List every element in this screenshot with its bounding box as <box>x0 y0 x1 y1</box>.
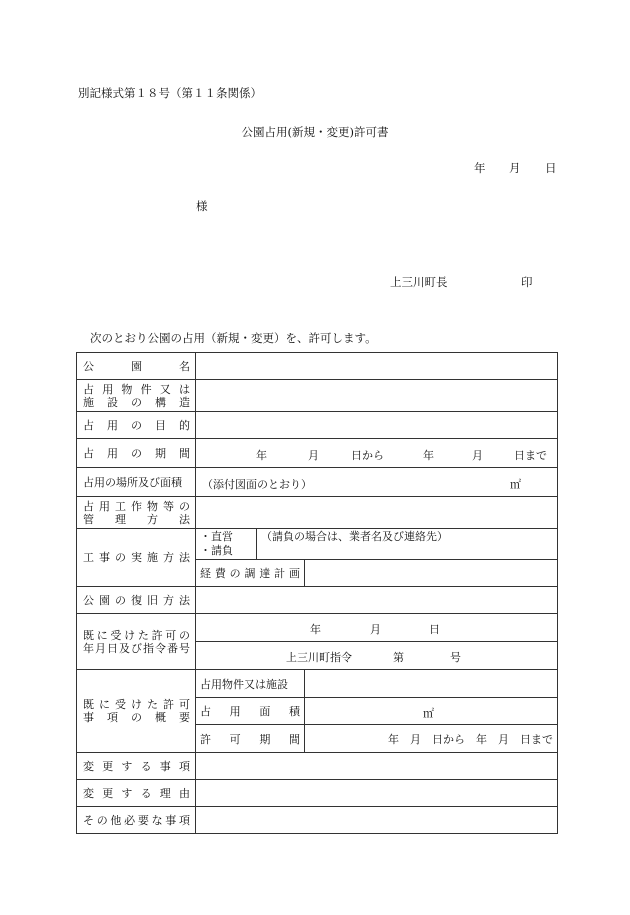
object-label-line2: 施設の構造 <box>83 395 190 409</box>
period-year2: 年 <box>423 449 434 462</box>
permit-form-table <box>76 352 558 834</box>
row-management <box>77 497 558 529</box>
period-label: 占用の期間 <box>77 439 196 468</box>
summary-area-field[interactable] <box>305 698 558 725</box>
summary-period-text: 年 月 日から 年 月 日まで <box>388 732 553 746</box>
funding-field[interactable] <box>305 560 558 587</box>
purpose-field[interactable] <box>196 412 558 439</box>
summary-label <box>77 670 196 753</box>
purpose-label: 占用の目的 <box>77 412 196 439</box>
order-dai: 第 <box>393 651 404 664</box>
order-go: 号 <box>450 651 461 664</box>
seal-mark: 印 <box>521 275 533 289</box>
period-field[interactable] <box>196 439 558 468</box>
form-number: 別記様式第１８号（第１１条関係） <box>78 86 262 100</box>
previous-permit-label <box>77 614 196 670</box>
funding-label: 経費の調達計画 <box>196 560 305 587</box>
change-item-field[interactable] <box>196 753 558 780</box>
park-name-label: 公 園 名 <box>77 353 196 380</box>
management-field[interactable] <box>196 497 558 529</box>
row-park-name <box>77 353 558 380</box>
management-label <box>77 497 196 529</box>
contractor-note: （請負の場合は、業者名及び連絡先） <box>261 530 448 543</box>
object-field[interactable] <box>196 380 558 412</box>
summary-label-line1: 既に受けた許可 <box>83 698 190 711</box>
contractor-note-field[interactable] <box>257 529 558 560</box>
summary-period-label: 許可期間 <box>196 725 305 753</box>
previous-permit-month: 月 <box>370 623 381 636</box>
restore-label: 公園の復旧方法 <box>77 587 196 614</box>
previous-permit-label-line1: 既に受けた許可の <box>83 628 190 642</box>
row-restore <box>77 587 558 614</box>
place-label: 占用の場所及び面積 <box>77 468 196 497</box>
row-work-method <box>77 529 558 560</box>
summary-object-field[interactable] <box>305 670 558 698</box>
row-summary-object <box>77 670 558 698</box>
previous-permit-label-line2: 年月日及び指令番号 <box>83 641 190 655</box>
row-change-item <box>77 753 558 780</box>
object-label-line1: 占用物件又は <box>83 382 190 396</box>
row-change-reason <box>77 780 558 807</box>
period-year: 年 <box>256 449 267 462</box>
date-month-label: 月 <box>509 161 521 175</box>
row-other <box>77 807 558 834</box>
place-unit: ㎡ <box>510 478 521 491</box>
previous-permit-day: 日 <box>429 623 440 636</box>
other-field[interactable] <box>196 807 558 834</box>
previous-permit-year: 年 <box>310 623 321 636</box>
place-field[interactable] <box>196 468 558 497</box>
row-purpose <box>77 412 558 439</box>
summary-object-label: 占用物件又は施設 <box>196 670 305 698</box>
row-place <box>77 468 558 497</box>
summary-area-label: 占用面積 <box>196 698 305 725</box>
row-object <box>77 380 558 412</box>
row-previous-permit-date <box>77 614 558 642</box>
object-label <box>77 380 196 412</box>
period-month: 月 <box>308 449 319 462</box>
work-options[interactable] <box>196 529 257 560</box>
period-until: 日まで <box>514 449 547 462</box>
period-month2: 月 <box>472 449 483 462</box>
place-note: （添付図面のとおり） <box>202 478 312 491</box>
summary-period-field[interactable] <box>305 725 558 753</box>
intro-text: 次のとおり公園の占用（新規・変更）を、許可します。 <box>90 331 377 345</box>
row-period <box>77 439 558 468</box>
previous-permit-date-field[interactable] <box>196 614 558 642</box>
work-option-contract[interactable]: ・請負 <box>200 544 233 557</box>
page-title: 公園占用(新規・変更)許可書 <box>241 125 389 139</box>
restore-field[interactable] <box>196 587 558 614</box>
order-prefix: 上三川町指令 <box>286 651 352 664</box>
other-label: その他必要な事項 <box>77 807 196 834</box>
date-year-label: 年 <box>474 161 486 175</box>
park-name-field[interactable] <box>196 353 558 380</box>
change-reason-field[interactable] <box>196 780 558 807</box>
change-reason-label: 変更する理由 <box>77 780 196 807</box>
period-from: 日から <box>351 449 384 462</box>
issuer-name: 上三川町長 <box>390 275 448 289</box>
summary-area-unit: ㎡ <box>423 707 434 720</box>
addressee-suffix: 様 <box>196 199 208 213</box>
work-option-direct[interactable]: ・直営 <box>200 530 233 543</box>
previous-permit-order-field[interactable] <box>196 642 558 670</box>
change-item-label: 変更する事項 <box>77 753 196 780</box>
date-day-label: 日 <box>545 161 557 175</box>
management-label-line2: 管理方法 <box>83 512 190 526</box>
summary-label-line2: 事項の概要 <box>83 711 190 724</box>
work-method-label: 工事の実施方法 <box>77 529 196 587</box>
management-label-line1: 占用工作物等の <box>83 499 190 513</box>
